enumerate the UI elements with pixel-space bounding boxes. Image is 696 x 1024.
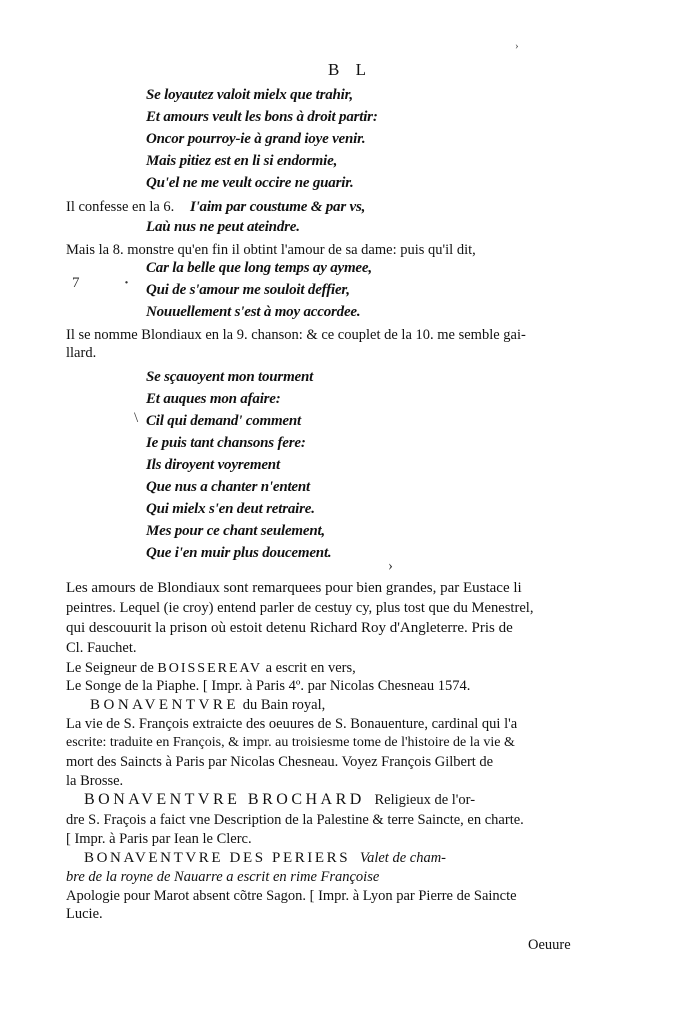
heading-rest: du Bain royal, [242,697,326,713]
prose-line: mort des Saincts à Paris par Nicolas Chesneau. Voyez François Gilbert de [66,754,494,770]
confesse-quote: I'aim par coustume & par vs, [189,199,366,215]
confesse-line [66,197,365,217]
verse-line: Qui mielx s'en deut retraire. [146,501,315,517]
verse-line: Ie puis tant chansons fere: [146,435,306,451]
margin-number: 7 [72,275,80,291]
verse-line: Que i'en muir plus doucement. [146,545,332,561]
verse-line: Se loyautez valoit mielx que trahir, [146,87,353,103]
prose-line: Les amours de Blondiaux sont remarquees pour bien grandes, par Eustace li [66,580,522,596]
verse-line: Car la belle que long temps ay aymee, [146,260,372,276]
margin-dot: · [124,275,130,291]
prose-line: la Brosse. [66,773,124,789]
prose-line: Il se nomme Blondiaux en la 9. chanson: & ce couplet de la 10. me semble gai- [66,327,526,343]
prose-line: qui descouurit la prison où estoit detenu Richard Roy d'Angleterre. Pris de [66,620,513,636]
prose-line: Cl. Fauchet. [66,640,137,656]
bonaventure-heading [84,848,446,868]
margin-check: \ [134,410,139,426]
prose-line: llard. [66,345,97,361]
prose-line: Lucie. [66,906,103,922]
verse-line: Mes pour ce chant seulement, [146,523,325,539]
prose-line: La vie de S. François extraicte des oeuures de S. Bonauenture, cardinal qui l'a [66,716,518,732]
margin-mark-right: › [388,558,393,574]
bonaventure-heading [90,695,325,715]
prose-line: Apologie pour Marot absent cõtre Sagon. [ Impr. à Lyon par Pierre de Saincte [66,888,517,904]
prose-line: bre de la royne de Nauarre a escrit en rime Françoise [66,869,380,885]
verse-line: Cil qui demand' comment [146,413,301,429]
prose-line: [ Impr. à Paris par Iean le Clerc. [66,831,252,847]
verse-line: Laù nus ne peut ateindre. [146,219,300,235]
verse-line: Ils diroyent voyrement [146,457,280,473]
prose-line: escrite: traduite en François, & impr. au troisiesme tome de l'histoire de la vie & [66,735,515,750]
verse-line: Que nus a chanter n'entent [146,479,311,495]
prose-line: dre S. Fraçois a faict vne Description de la Palestine & terre Saincte, en charte. [66,812,524,828]
verse-line: Et auques mon afaire: [146,391,281,407]
prose-line: Le Songe de la Piaphe. [ Impr. à Paris 4º. par Nicolas Chesneau 1574. [66,678,471,694]
verse-line: Mais pitiez est en li si endormie, [146,153,338,169]
verse-line: Se sçauoyent mon tourment [146,369,314,385]
verse-line: Qui de s'amour me souloit deffier, [146,282,350,298]
author-name: BOISSEREAV [157,661,262,676]
author-name: BONAVENTVRE [90,697,240,713]
prose-line: Mais la 8. monstre qu'en fin il obtint l'amour de sa dame: puis qu'il dit, [66,242,476,258]
confesse-lead: Il confesse en la 6. [66,199,175,215]
bonaventure-heading [84,790,475,810]
corner-mark: › [515,40,519,52]
verse-line: Oncor pourroy-ie à grand ioye venir. [146,131,366,147]
boissereau-rest: a escrit en vers, [265,660,356,676]
catchword: Oeuure [528,937,571,953]
author-name: BONAVENTVRE DES PERIERS [84,850,351,866]
verse-line: Qu'el ne me veult occire ne guarir. [146,175,354,191]
prose-line: peintres. Lequel (ie croy) entend parler de cestuy cy, plus tost que du Menestrel, [66,600,534,616]
boissereau-lead: Le Seigneur de [66,660,154,676]
heading-rest: Religieux de l'or- [374,792,476,808]
verse-line: Et amours veult les bons à droit partir: [146,109,378,125]
heading-rest: Valet de cham- [359,850,447,866]
signature-mark: B L [328,60,372,79]
author-name: BONAVENTVRE BROCHARD [84,791,365,808]
verse-line: Nouuellement s'est à moy accordee. [146,304,361,320]
